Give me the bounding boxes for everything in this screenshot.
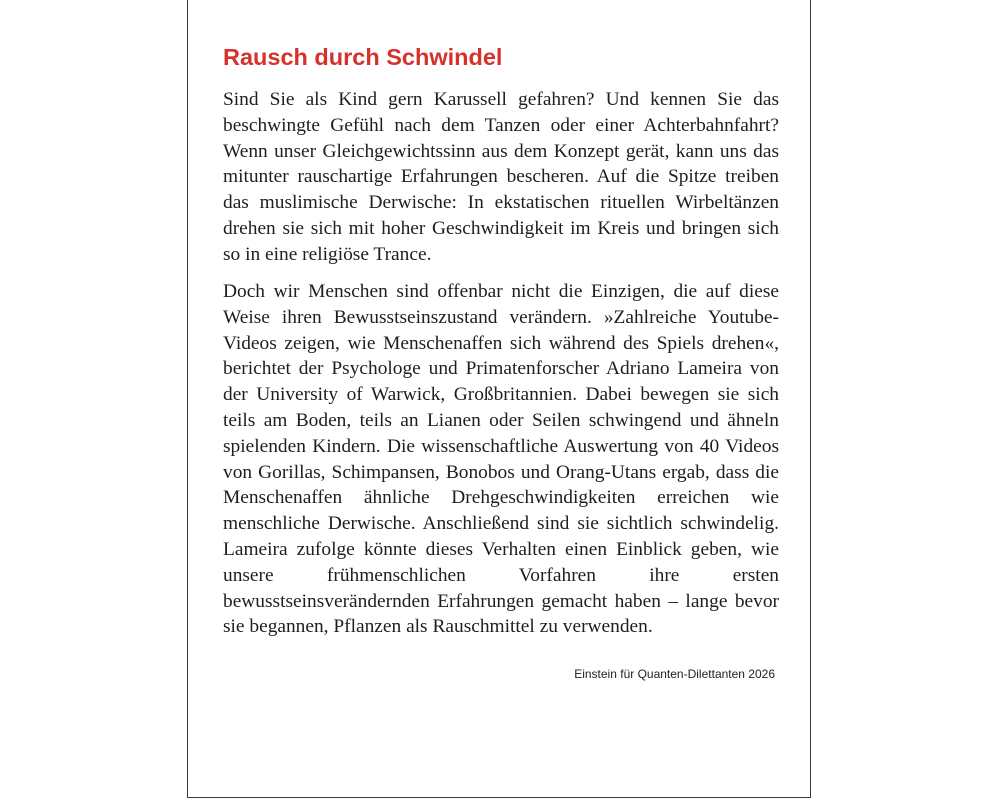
article-paragraph-1: Sind Sie als Kind gern Karussell gefahren? Und kennen Sie das beschwingte Gefühl nach dem Tanzen oder einer Achterbahnfahrt? Wenn unser Gleichgewichtssinn aus dem Konzept gerät, kann uns das mitunter rauschartige Erfahrungen bescheren. Auf die Spitze treiben das muslimische Derwische: In ekstatischen rituellen Wirbeltänzen drehen sie sich mit hoher Geschwindigkeit im Kreis und bringen sich so in eine religiöse Trance. [223, 89, 779, 265]
article-body [223, 87, 779, 640]
calendar-page [187, 0, 811, 798]
article-paragraph-2: Doch wir Menschen sind offenbar nicht die Einzigen, die auf diese Weise ihren Bewusstseinszustand verändern. »Zahlreiche Youtube-Videos zeigen, wie Menschenaffen sich während des Spiels drehen«, berichtet der Psychologe und Primatenforscher Adriano Lameira von der University of Warwick, Großbritannien. Dabei bewegen sie sich teils am Boden, teils an Lianen oder Seilen schwingend und ähneln spielenden Kindern. Die wissenschaftliche Auswertung von 40 Videos von Gorillas, Schimpansen, Bonobos und Orang-Utans ergab, dass die Menschenaffen ähnliche Drehgeschwindigkeiten erreichen wie menschliche Derwische. Anschließend sind sie sichtlich schwindelig. Lameira zufolge könnte dieses Verhalten einen Einblick geben, wie unsere frühmenschlichen Vorfahren ihre ersten bewusstseinsverändernden Erfahrungen gemacht haben – lange bevor sie begannen, Pflanzen als Rauschmittel zu verwenden. [223, 281, 779, 638]
article-title: Rausch durch Schwindel [223, 44, 503, 70]
page-credit: Einstein für Quanten-Dilettanten 2026 [574, 667, 775, 681]
